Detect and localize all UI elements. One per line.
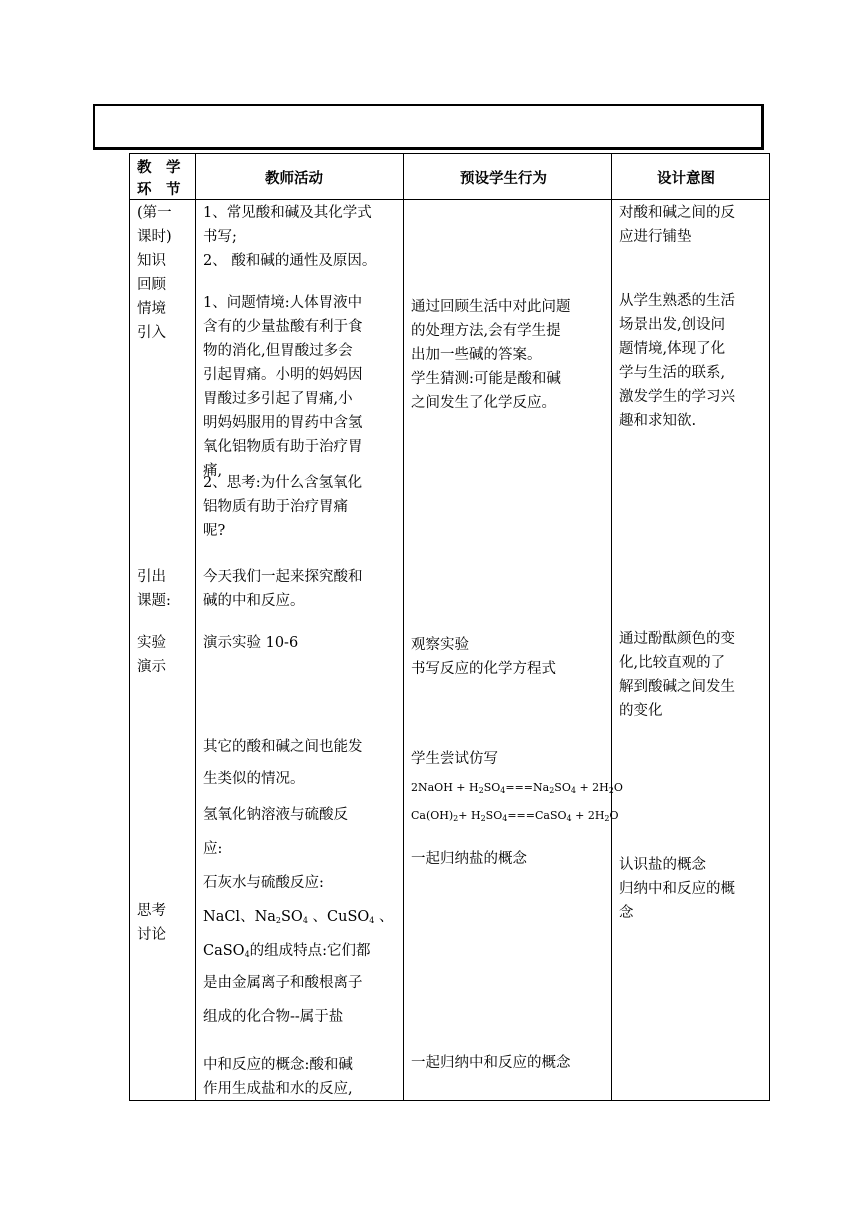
stage-text: 课时)	[137, 229, 172, 245]
header-stage-line1: 教 学	[137, 160, 181, 176]
header-design-intent: 设计意图	[657, 171, 715, 187]
teacher-text: 1、常见酸和碱及其化学式 书写;	[203, 205, 372, 245]
stage-text: 讨论	[137, 927, 166, 943]
equation-naoh: 2NaOH + $H_2SO_4===Na_2SO_4 + 2H_2O$	[411, 781, 623, 795]
header-student-behavior: 预设学生行为	[460, 171, 547, 187]
stage-text: 引出	[137, 569, 166, 585]
header-stage-line2: 环 节	[137, 182, 181, 198]
title-box	[93, 104, 764, 150]
teacher-text: 氢氧化钠溶液与硫酸反	[203, 807, 348, 823]
header-teacher-activity: 教师活动	[265, 171, 323, 187]
stage-text: 课题:	[137, 593, 171, 609]
stage-text: 引入	[137, 325, 166, 341]
teacher-text: 应:	[203, 841, 223, 857]
student-text: 一起归纳中和反应的概念	[411, 1055, 571, 1071]
teacher-text: 是由金属离子和酸根离子	[203, 975, 363, 991]
student-text: 观察实验 书写反应的化学方程式	[411, 637, 556, 677]
equation-caoh: $Ca(OH)_2+$ $H_2SO_4===CaSO_4 + 2H_2O$	[411, 809, 619, 823]
intent-text: 通过酚酞颜色的变 化,比较直观的了 解到酸碱之间发生 的变化	[619, 631, 735, 719]
intent-text: 对酸和碱之间的反 应进行铺垫	[619, 205, 735, 245]
teacher-text: 1、问题情境:人体胃液中 含有的少量盐酸有利于食 物的消化,但胃酸过多会 引起胃痛。小明的妈妈因 胃酸过多引起了胃痛,小 明妈妈服用的胃药中含氢 氧化铝物质有助于治疗胃 痛,	[203, 295, 363, 479]
teacher-text: 今天我们一起来探究酸和 碱的中和反应。	[203, 569, 363, 609]
teacher-text: NaCl、$Na_2SO_4$ 、CuSO$_4$ 、	[203, 909, 394, 925]
teacher-text: 石灰水与硫酸反应:	[203, 875, 324, 891]
teacher-text: CaSO$_4$的组成特点:它们都	[203, 943, 371, 959]
student-text: 学生尝试仿写	[411, 751, 498, 767]
stage-text: 实验	[137, 635, 166, 651]
stage-text: (第一	[137, 205, 172, 221]
teacher-text: 2、思考:为什么含氢氧化 铝物质有助于治疗胃痛 呢?	[203, 475, 363, 539]
teacher-text: 生类似的情况。	[203, 771, 305, 787]
teacher-text: 2、 酸和碱的通性及原因。	[203, 253, 377, 269]
intent-text: 认识盐的概念 归纳中和反应的概 念	[619, 857, 735, 921]
stage-text: 知识	[137, 253, 166, 269]
stage-text: 回顾	[137, 277, 166, 293]
stage-text: 演示	[137, 659, 166, 675]
student-text: 通过回顾生活中对此问题 的处理方法,会有学生提 出加一些碱的答案。 学生猜测:可能是酸和碱 之间发生了化学反应。	[411, 299, 571, 411]
teacher-text: 演示实验 10-6	[203, 635, 299, 651]
stage-text: 思考	[137, 903, 166, 919]
teacher-text: 其它的酸和碱之间也能发	[203, 739, 363, 755]
teacher-text: 中和反应的概念:酸和碱 作用生成盐和水的反应,	[203, 1057, 353, 1097]
teacher-text: 组成的化合物--属于盐	[203, 1009, 344, 1025]
stage-text: 情境	[137, 301, 166, 317]
student-text: 一起归纳盐的概念	[411, 851, 527, 867]
intent-text: 从学生熟悉的生活 场景出发,创设问 题情境,体现了化 学与生活的联系, 激发学生的学习兴 趣和求知欲.	[619, 293, 735, 429]
